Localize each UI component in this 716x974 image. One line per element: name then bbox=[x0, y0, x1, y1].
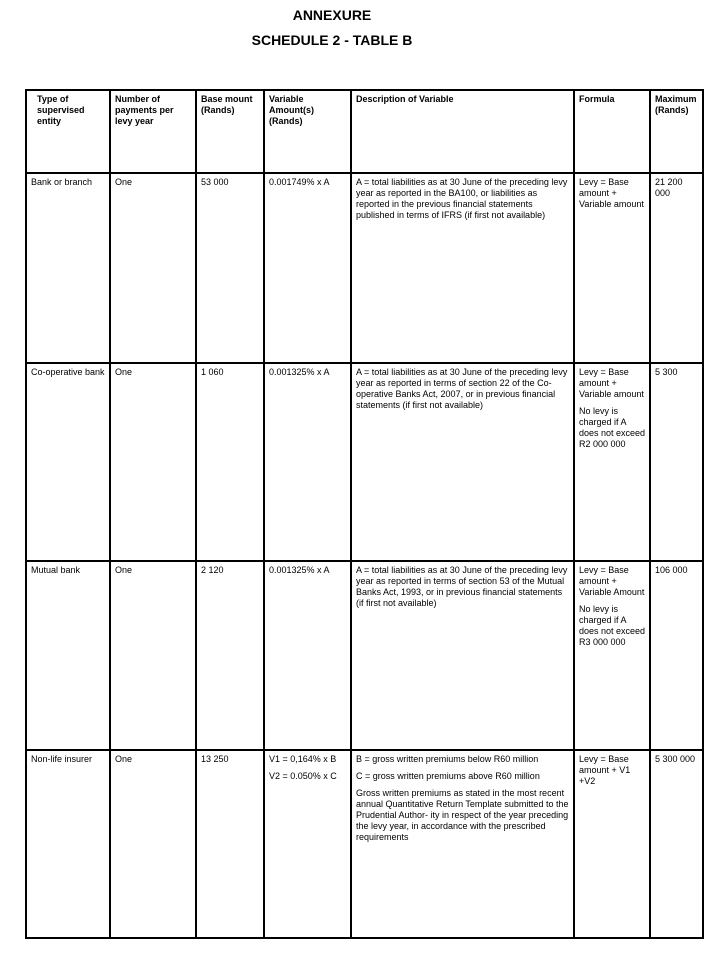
variable-cell bbox=[264, 561, 351, 750]
variable-line: V2 = 0.050% x C bbox=[269, 771, 337, 781]
base-cell: 53 000 bbox=[196, 173, 264, 363]
column-header: Number of payments per levy year bbox=[110, 90, 196, 173]
table-row bbox=[26, 561, 703, 750]
variable-line: 0.001749% x A bbox=[269, 177, 330, 187]
description-cell bbox=[351, 173, 574, 363]
description-paragraph: A = total liabilities as at 30 June of the preceding levy year as reported in terms of section 53 of the Mutual Banks Act, 1993, or in previous financial statements (if first not available) bbox=[356, 565, 568, 608]
column-header: Type of supervised entity bbox=[26, 90, 110, 173]
payments-cell: One bbox=[110, 750, 196, 938]
description-paragraph: B = gross written premiums below R60 million bbox=[356, 754, 539, 764]
maximum-cell: 5 300 bbox=[650, 363, 703, 561]
variable-cell bbox=[264, 173, 351, 363]
entity-cell: Bank or branch bbox=[26, 173, 110, 363]
entity-cell: Mutual bank bbox=[26, 561, 110, 750]
variable-line: 0.001325% x A bbox=[269, 367, 330, 377]
payments-cell: One bbox=[110, 363, 196, 561]
description-paragraph: A = total liabilities as at 30 June of the preceding levy year as reported in the BA100, or liabilities as reported in the previous financial statements published in terms of IFRS (if first not available) bbox=[356, 177, 568, 220]
table-row bbox=[26, 173, 703, 363]
formula-paragraph: Levy = Base amount + Variable amount bbox=[579, 367, 644, 399]
payments-cell: One bbox=[110, 561, 196, 750]
maximum-cell: 106 000 bbox=[650, 561, 703, 750]
column-header: Variable Amount(s) (Rands) bbox=[264, 90, 351, 173]
entity-cell: Co-operative bank bbox=[26, 363, 110, 561]
formula-paragraph: No levy is charged if A does not exceed R2 000 000 bbox=[579, 406, 646, 449]
formula-paragraph: Levy = Base amount + V1 +V2 bbox=[579, 754, 631, 786]
formula-cell bbox=[574, 173, 650, 363]
formula-cell bbox=[574, 750, 650, 938]
annexure-title: ANNEXURE bbox=[292, 7, 372, 23]
column-header: Formula bbox=[574, 90, 650, 173]
column-header: Base mount (Rands) bbox=[196, 90, 264, 173]
entity-cell: Non-life insurer bbox=[26, 750, 110, 938]
formula-paragraph: Levy = Base amount + Variable Amount bbox=[579, 565, 645, 597]
maximum-cell: 21 200 000 bbox=[650, 173, 703, 363]
table-row bbox=[26, 750, 703, 938]
variable-line: 0.001325% x A bbox=[269, 565, 330, 575]
base-cell: 13 250 bbox=[196, 750, 264, 938]
levy-table bbox=[25, 89, 704, 939]
formula-cell bbox=[574, 363, 650, 561]
column-header: Maximum (Rands) bbox=[650, 90, 703, 173]
formula-cell bbox=[574, 561, 650, 750]
payments-cell: One bbox=[110, 173, 196, 363]
variable-cell bbox=[264, 363, 351, 561]
table-header-row bbox=[26, 90, 703, 173]
description-paragraph: C = gross written premiums above R60 million bbox=[356, 771, 540, 781]
table-row bbox=[26, 363, 703, 561]
variable-line: V1 = 0,164% x B bbox=[269, 754, 337, 764]
formula-paragraph: Levy = Base amount + Variable amount bbox=[579, 177, 644, 209]
schedule-title: SCHEDULE 2 - TABLE B bbox=[251, 32, 413, 48]
description-paragraph: Gross written premiums as stated in the most recent annual Quantitative Return Template submitted to the Prudential Author- ity in respect of the year preceding the levy year, in accordance with the prescribed requirements bbox=[356, 788, 569, 842]
formula-paragraph: No levy is charged if A does not exceed R3 000 000 bbox=[579, 604, 646, 647]
description-cell bbox=[351, 750, 574, 938]
base-cell: 1 060 bbox=[196, 363, 264, 561]
description-cell bbox=[351, 561, 574, 750]
variable-cell bbox=[264, 750, 351, 938]
column-header: Description of Variable bbox=[351, 90, 574, 173]
maximum-cell: 5 300 000 bbox=[650, 750, 703, 938]
base-cell: 2 120 bbox=[196, 561, 264, 750]
description-paragraph: A = total liabilities as at 30 June of the preceding levy year as reported in terms of section 22 of the Co-operative Banks Act, 2007, or in previous financial statements (if first not available) bbox=[356, 367, 568, 410]
description-cell bbox=[351, 363, 574, 561]
